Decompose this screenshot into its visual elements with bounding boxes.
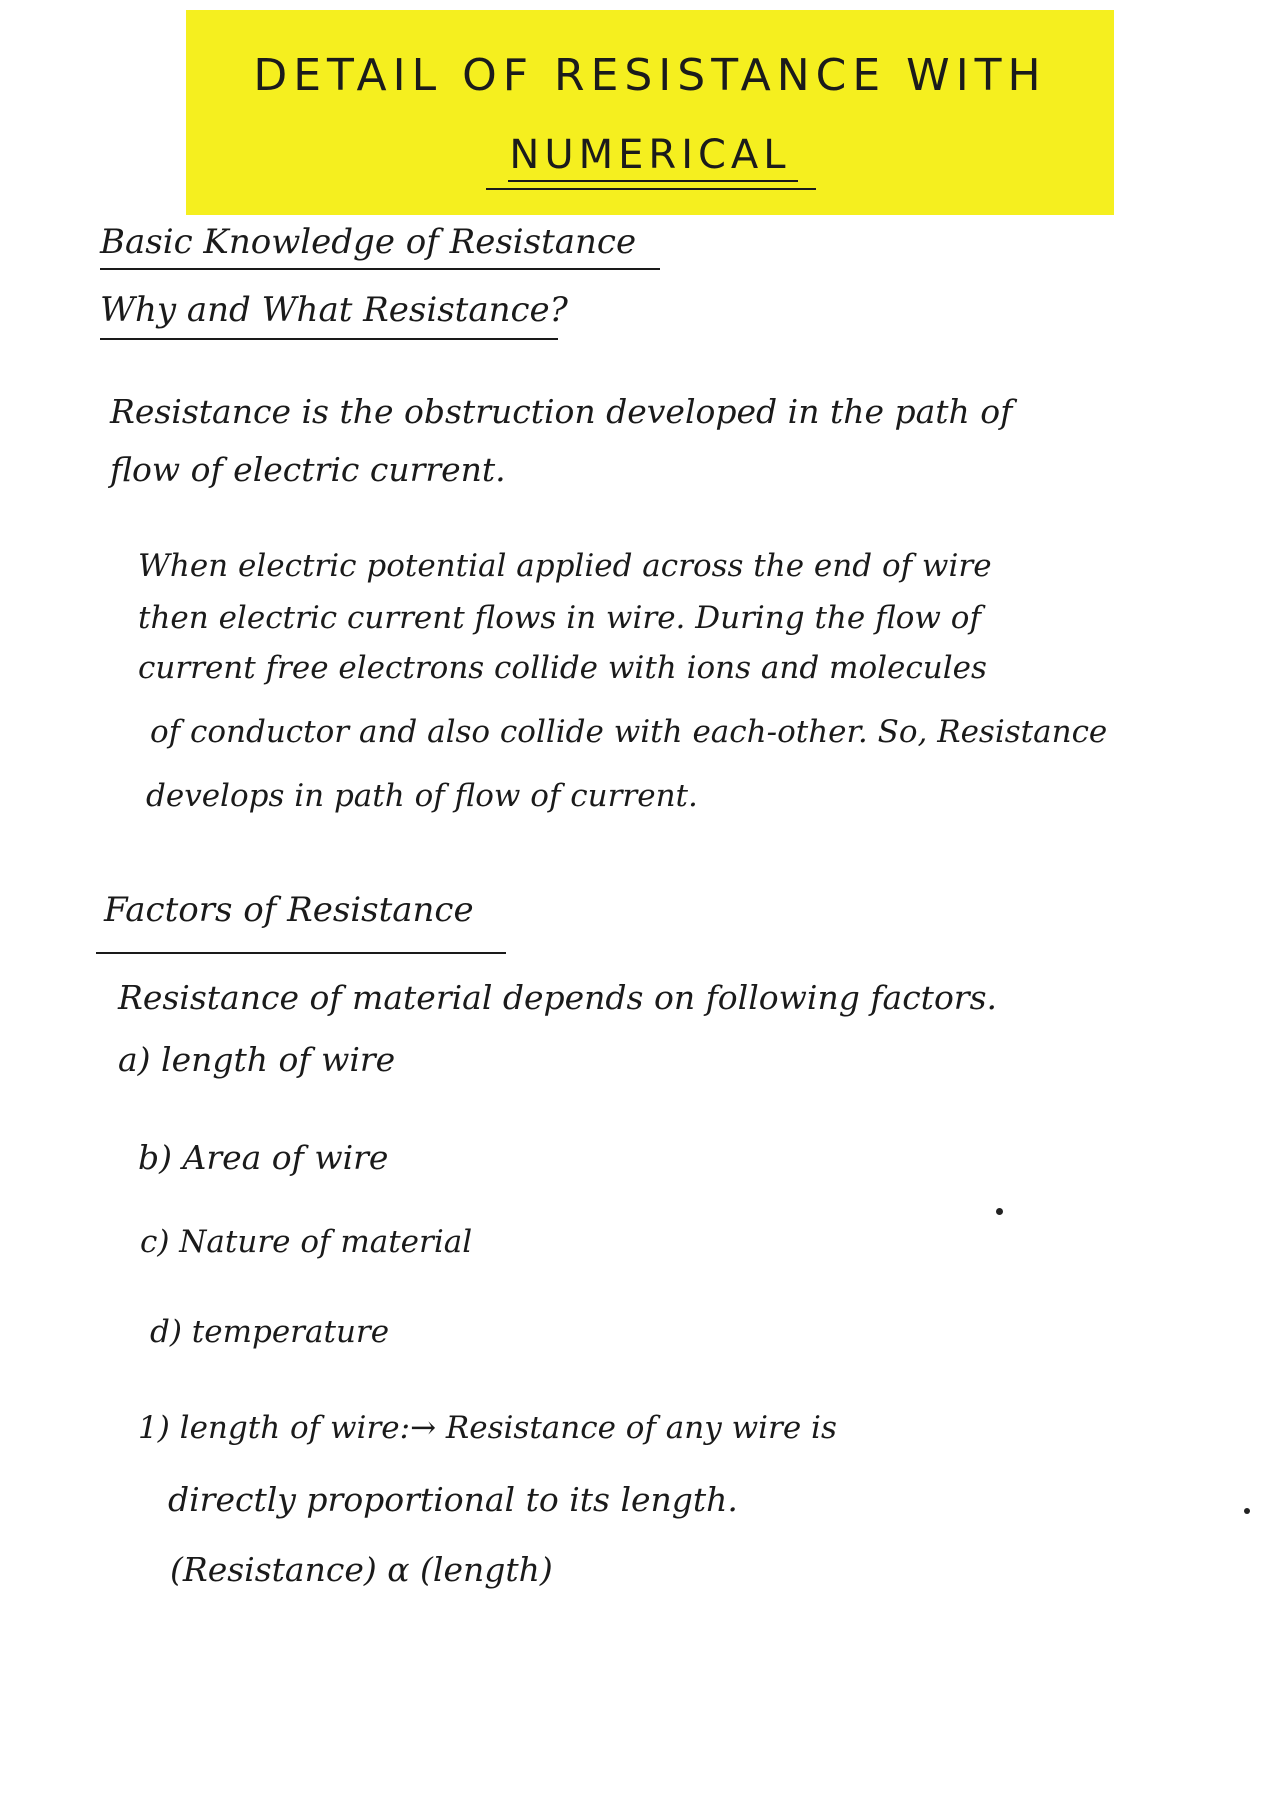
scan-speck	[1244, 1508, 1250, 1514]
point1-line-2: directly proportional to its length.	[168, 1480, 738, 1519]
title-highlight-box	[186, 10, 1114, 215]
factor-item: a) length of wire	[118, 1040, 396, 1079]
explanation-line-1: When electric potential applied across the end of wire	[138, 548, 992, 584]
explanation-line-5: develops in path of flow of current.	[146, 778, 698, 814]
point1-line-3: (Resistance) α (length)	[170, 1550, 553, 1589]
factors-intro: Resistance of material depends on following factors.	[118, 978, 998, 1017]
explanation-line-3: current free electrons collide with ions and molecules	[138, 650, 987, 686]
explanation-line-2: then electric current flows in wire. During the flow of	[138, 600, 981, 636]
section-heading-basic-knowledge: Basic Knowledge of Resistance	[100, 222, 637, 262]
factor-item: d) temperature	[150, 1314, 390, 1350]
point1-line-1: 1) length of wire:→ Resistance of any wire is	[138, 1410, 837, 1446]
title-underline-second	[486, 188, 816, 190]
definition-line-1: Resistance is the obstruction developed in the path of	[110, 392, 1013, 431]
title-line-1: DETAIL OF RESISTANCE WITH	[253, 50, 1047, 101]
factors-heading-underline	[96, 952, 506, 954]
factor-item: c) Nature of material	[140, 1224, 473, 1260]
factor-item: b) Area of wire	[138, 1138, 389, 1177]
subheading-underline	[100, 338, 558, 340]
title-line-2: NUMERICAL	[509, 132, 791, 178]
scan-speck	[996, 1208, 1003, 1215]
title-underline	[508, 180, 798, 182]
section-subheading-why-what: Why and What Resistance?	[100, 290, 568, 330]
section-heading-factors: Factors of Resistance	[104, 890, 474, 930]
definition-line-2: flow of electric current.	[110, 450, 506, 489]
heading-underline	[100, 268, 660, 270]
explanation-line-4: of conductor and also collide with each-other. So, Resistance	[150, 714, 1108, 750]
